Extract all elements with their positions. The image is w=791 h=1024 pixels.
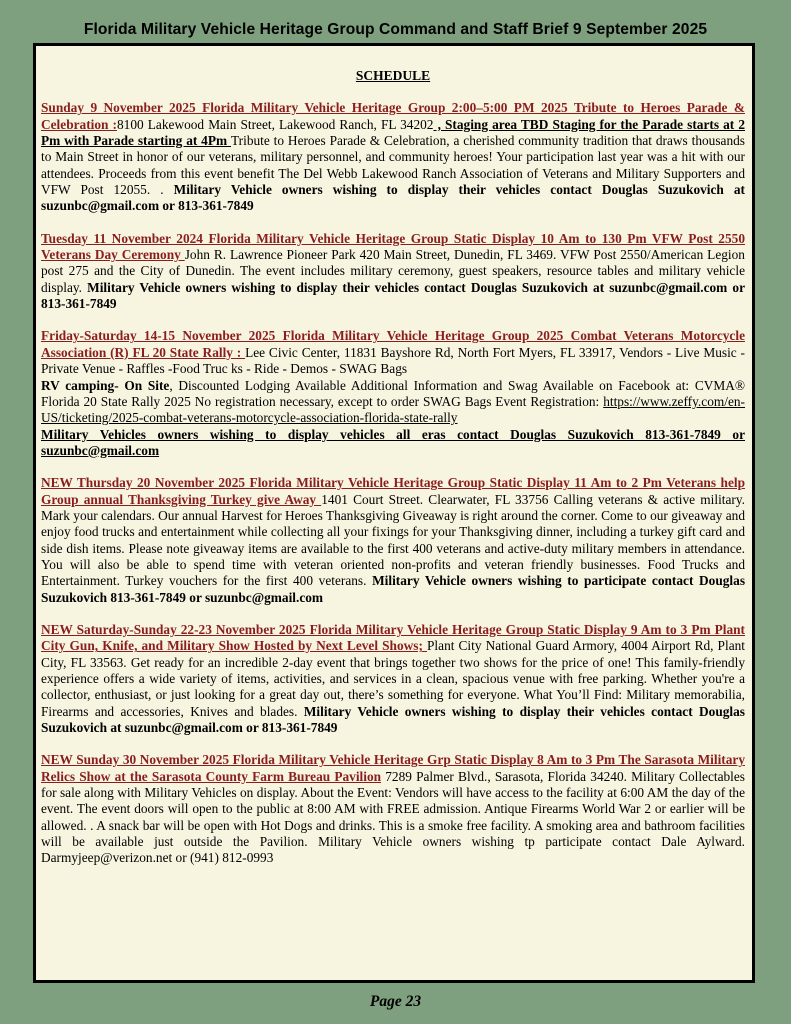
event-contact: Military Vehicle owners wishing to display their vehicles contact Douglas Suzukovich at suzunbc@gmail.com or 813-361-7849	[41, 182, 746, 214]
event-description: 1401 Court Street. Clearwater, FL 33756 Calling veterans & active military. Mark your calendars. Our annual Harvest for Heroes Thanksgiving Giveaway is right around the corner. Come to our giveaway and enjoy food trucks and entertainment while collecting all your fixings for your Thanksgiving dinner, including a turkey gift card and side dish items. Please note giveaway items are available to the first 400 veterans and active-duty military members in attendance. You will also be able to spend time with veteran oriented non-profits and veteran friendly businesses. Food Trucks and Entertainment. Turkey vouchers for the first 400 veterans.	[41, 491, 745, 589]
event-description: Plant City National Guard Armory, 4004 Airport Rd, Plant City, FL 33563. Get ready for an incredible 2-day event that brings together two shows for the price of one! This family-friendly experience offers a wide variety of items, activities, and services in a clean, spacious venue with free parking. Whether you're a collector, enthusiast, or just looking for a great day out, there’s something for everyone. What You’ll Find: Military memorabilia, Firearms and accessories, Knives and blades.	[41, 638, 745, 719]
event-thanksgiving-giveaway	[41, 475, 745, 606]
event-cvma-state-rally	[41, 328, 745, 459]
schedule-title: SCHEDULE	[355, 68, 431, 83]
event-headline: NEW Thursday 20 November 2025 Florida Military Vehicle Heritage Group Static Display 11 Am to 2 Pm Veterans help Group annual Thanksgiving Turkey give Away	[41, 475, 745, 507]
event-description: 7289 Palmer Blvd., Sarasota, Florida 34240. Military Collectables for sale along with Military Vehicles on display. About the Event: Vendors will have access to the facility at 6:00 AM the day of the event. The event doors will open to the public at 8:00 AM with FREE admission. Antique Firearms World War 2 or earlier will be allowed. . A snack bar will be open with Hot Dogs and drinks. This is a smoke free facility. A smoking area and bathroom facilities will be available just outside the Pavilion. Military Vehicle owners wishing tp participate contact Dale Aylward. Darmyjeep@verizon.net or (941) 812-0993	[41, 768, 745, 866]
event-description: John R. Lawrence Pioneer Park 420 Main Street, Dunedin, FL 3469. VFW Post 2550/American Legion post 275 and the City of Dunedin. The event includes military ceremony, guest speakers, resource tables and military vehicle display.	[41, 247, 745, 295]
event-description: Lee Civic Center, 11831 Bayshore Rd, North Fort Myers, FL 33917, Vendors - Live Music - Private Venue - Raffles -Food Truc ks - Ride - Demos - SWAG Bags	[41, 344, 745, 377]
event-headline: NEW Saturday-Sunday 22-23 November 2025 Florida Military Vehicle Heritage Group Static Display 9 Am to 3 Pm Plant City Gun, Knife, and Military Show Hosted by Next Level Shows;	[41, 621, 745, 654]
event-headline: NEW Sunday 30 November 2025 Florida Military Vehicle Heritage Grp Static Display 8 Am to 3 Pm The Sarasota Military Relics Show at the Sarasota County Farm Bureau Pavilion	[41, 752, 745, 784]
event-registration-link[interactable]: https://www.zeffy.com/en-US/ticketing/2025-combat-veterans-motorcycle-association-florida-state-rally	[41, 393, 745, 426]
event-veterans-day-ceremony	[41, 231, 745, 313]
event-contact: Military Vehicle owners wishing to display their vehicles contact Douglas Suzukovich at suzunbc@gmail.com or 813-361-7849	[41, 279, 745, 312]
event-contact: Military Vehicles owners wishing to display vehicles all eras contact Douglas Suzukovich 813-361-7849 or suzunbc@gmail.com	[41, 426, 745, 458]
event-description-continued: , Discounted Lodging Available Additional Information and Swag Available on Facebook at: CVMA® Florida 20 State Rally 2025 No registration necessary, except to order SWAG Bags Event Registration:	[41, 377, 746, 409]
event-contact: Military Vehicle owners wishing to participate contact Douglas Suzukovich 813-361-7849 or suzunbc@gmail.com	[41, 573, 746, 605]
schedule-content	[41, 68, 745, 883]
event-contact: Military Vehicle owners wishing to display their vehicles contact Douglas Suzukovich at suzunbc@gmail.com or 813-361-7849	[41, 703, 745, 736]
event-headline: Friday-Saturday 14-15 November 2025 Florida Military Vehicle Heritage Group 2025 Combat Veterans Motorcycle Association (R) FL 20 State Rally :	[41, 328, 745, 360]
event-tribute-to-heroes	[41, 100, 745, 214]
event-headline: Tuesday 11 November 2024 Florida Military Vehicle Heritage Group Static Display 10 Am to 130 Pm VFW Post 2550 Veterans Day Ceremony	[41, 230, 745, 263]
event-location: 8100 Lakewood Main Street, Lakewood Ranch, FL 34202	[117, 116, 434, 132]
event-plant-city-show	[41, 622, 745, 736]
event-staging-note: , Staging area TBD Staging for the Parade starts at 2 Pm with Parade starting at 4Pm	[41, 116, 746, 149]
page-number: Page 23	[369, 993, 422, 1010]
event-rv-camping: RV camping- On Site	[41, 377, 170, 393]
newsletter-header: Florida Military Vehicle Heritage Group Command and Staff Brief 9 September 2025	[83, 21, 708, 38]
event-description: Tribute to Heroes Parade & Celebration, a cherished community tradition that draws thousands to Main Street in honor of our veterans, military personnel, and community heroes! Your participation last year was a hit with our attendees. Proceeds from this event benefit The Del Webb Lakewood Ranch Association of Veterans and Military Supporters and VFW Post 12055. .	[41, 133, 745, 198]
event-headline: Sunday 9 November 2025 Florida Military Vehicle Heritage Group 2:00–5:00 PM 2025 Tribute to Heroes Parade & Celebration :	[41, 100, 745, 132]
event-sarasota-relics-show	[41, 752, 745, 866]
